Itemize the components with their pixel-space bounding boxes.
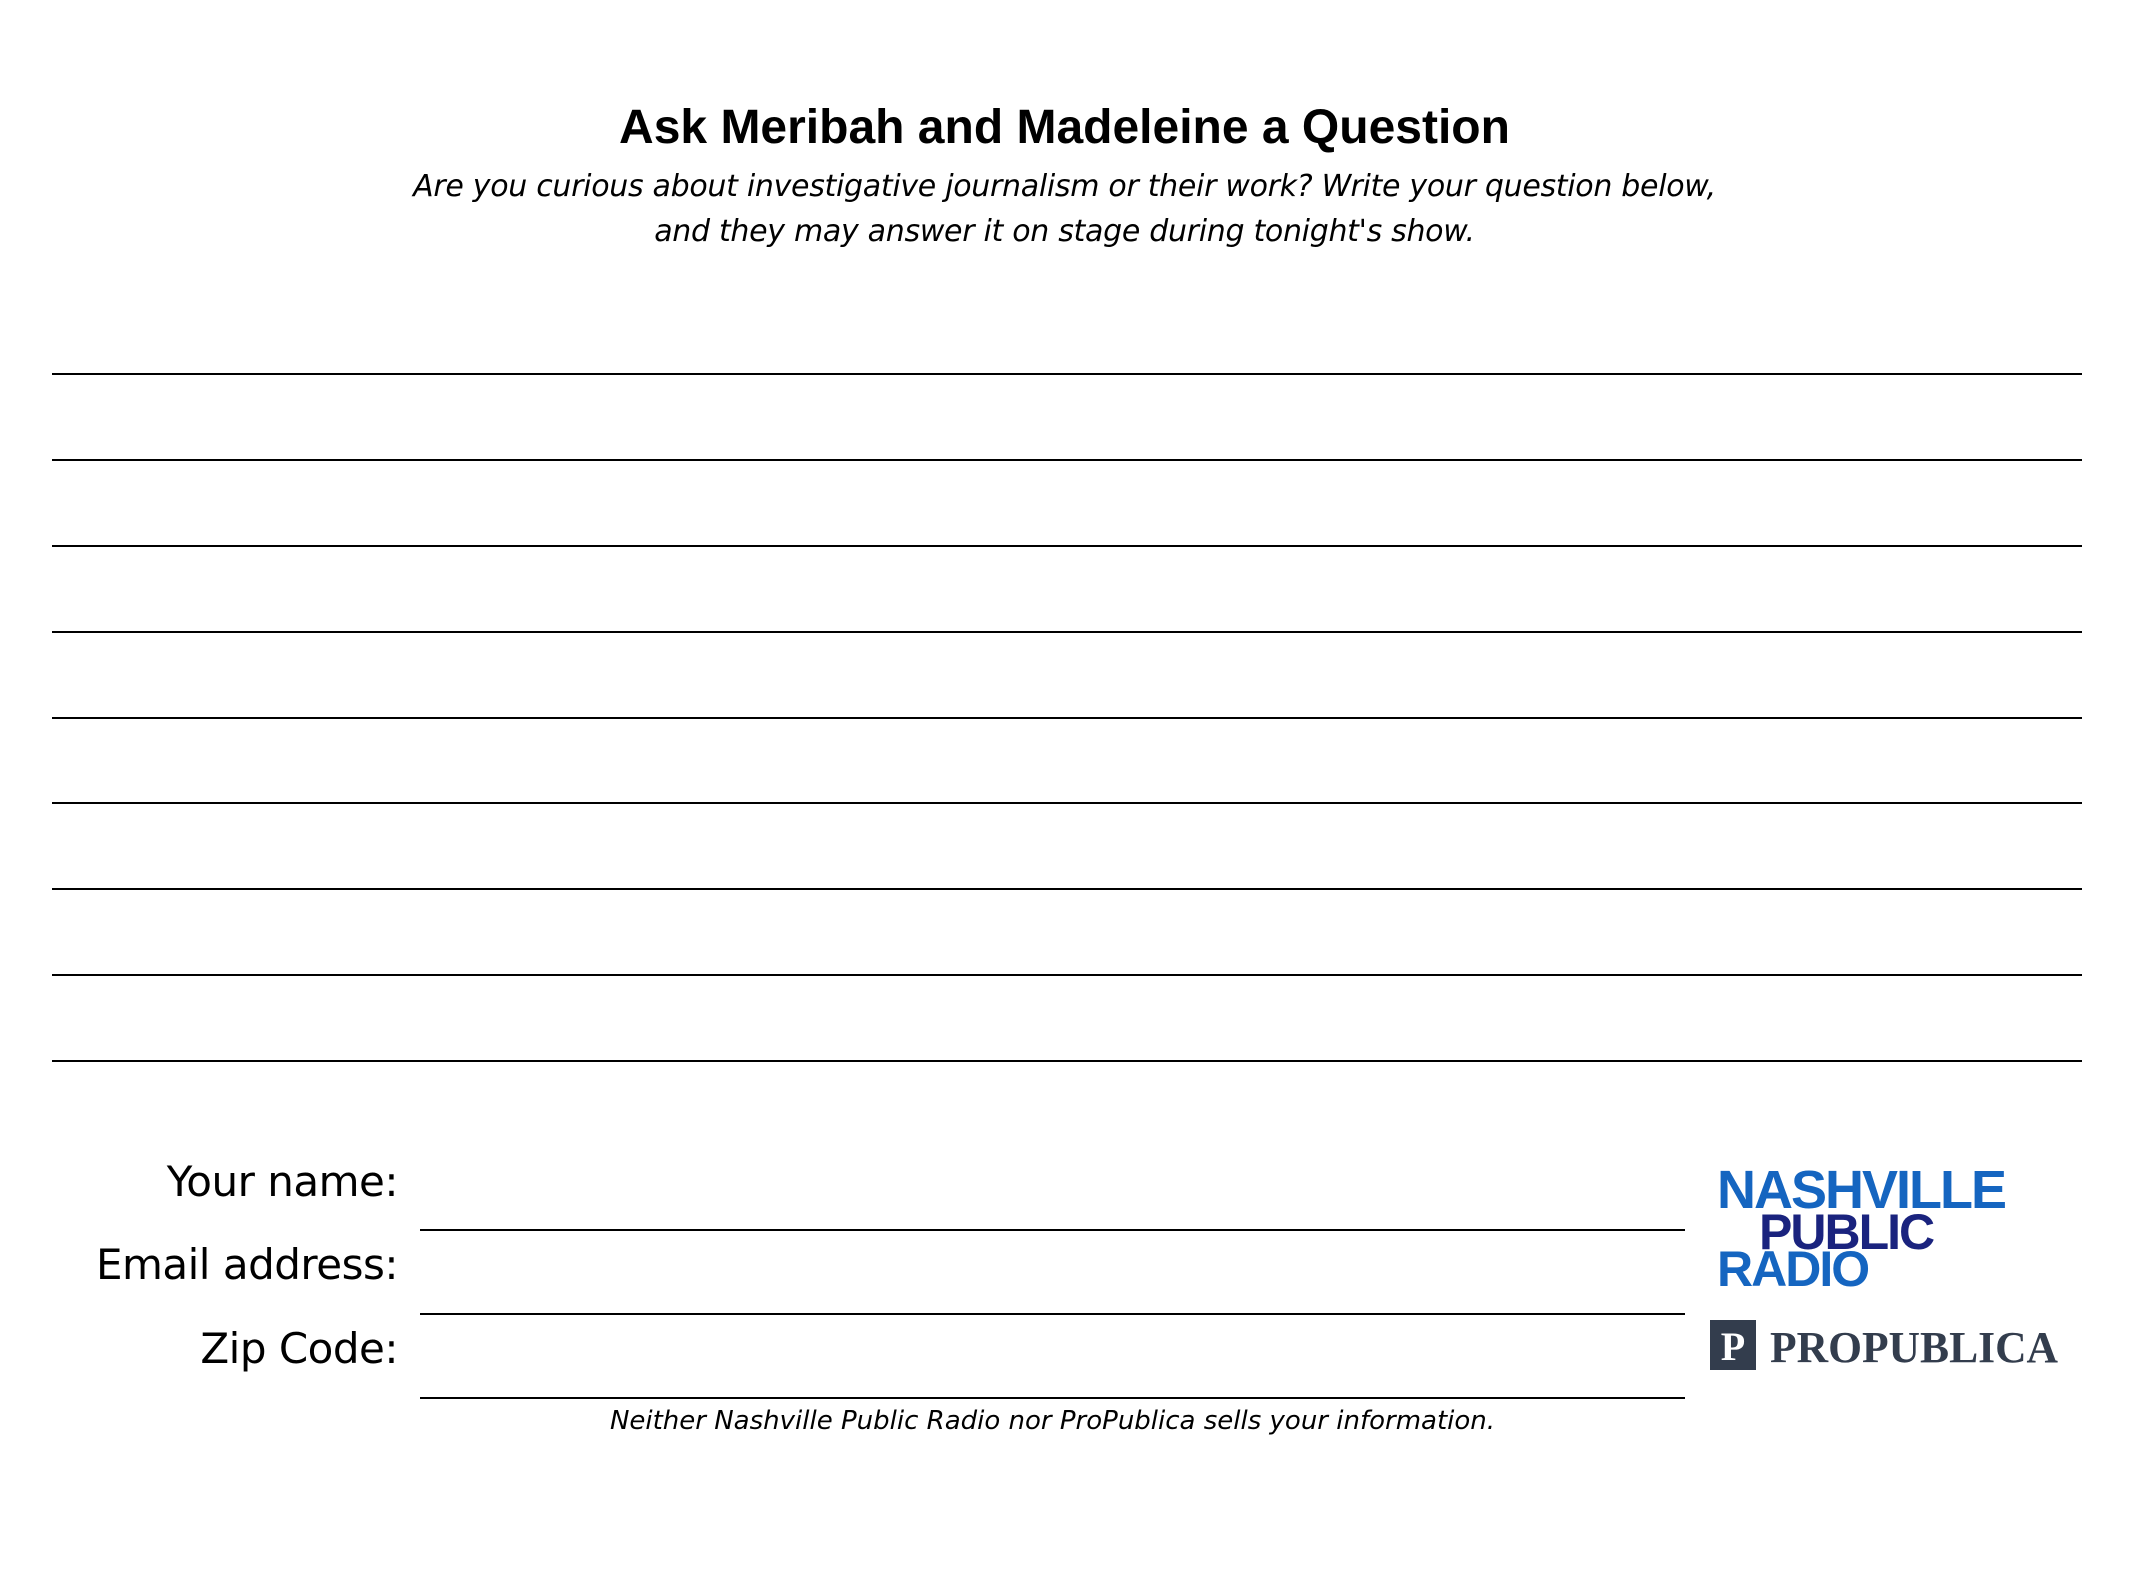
propublica-wordmark: PROPUBLICA bbox=[1770, 1323, 2059, 1372]
propublica-mark-letter: P bbox=[1720, 1324, 1746, 1369]
zip-label: Zip Code: bbox=[200, 1324, 398, 1373]
email-label: Email address: bbox=[95, 1240, 398, 1289]
writing-line[interactable] bbox=[52, 545, 2082, 547]
name-field[interactable] bbox=[420, 1229, 1685, 1231]
subtitle-line-2: and they may answer it on stage during tonight's show. bbox=[654, 214, 1475, 249]
zip-field[interactable] bbox=[420, 1397, 1685, 1399]
name-label: Your name: bbox=[166, 1157, 398, 1206]
subtitle-line-1: Are you curious about investigative journalism or their work? Write your question below, bbox=[413, 169, 1716, 204]
nashville-public-radio-logo bbox=[1717, 1158, 2057, 1290]
privacy-disclaimer: Neither Nashville Public Radio nor ProPublica sells your information. bbox=[609, 1406, 1496, 1436]
page-title: Ask Meribah and Madeleine a Question bbox=[619, 101, 1510, 154]
writing-line[interactable] bbox=[52, 717, 2082, 719]
writing-line[interactable] bbox=[52, 373, 2082, 375]
npr-logo-line-1: NASHVILLE bbox=[1717, 1160, 2006, 1220]
writing-line[interactable] bbox=[52, 802, 2082, 804]
npr-logo-line-3: RADIO bbox=[1717, 1241, 1869, 1290]
writing-line[interactable] bbox=[52, 459, 2082, 461]
email-field[interactable] bbox=[420, 1313, 1685, 1315]
writing-line[interactable] bbox=[52, 888, 2082, 890]
propublica-logo bbox=[1710, 1318, 2060, 1372]
writing-line[interactable] bbox=[52, 631, 2082, 633]
writing-line[interactable] bbox=[52, 1060, 2082, 1062]
npr-logo-line-2: PUBLIC bbox=[1759, 1204, 1934, 1260]
writing-line[interactable] bbox=[52, 974, 2082, 976]
